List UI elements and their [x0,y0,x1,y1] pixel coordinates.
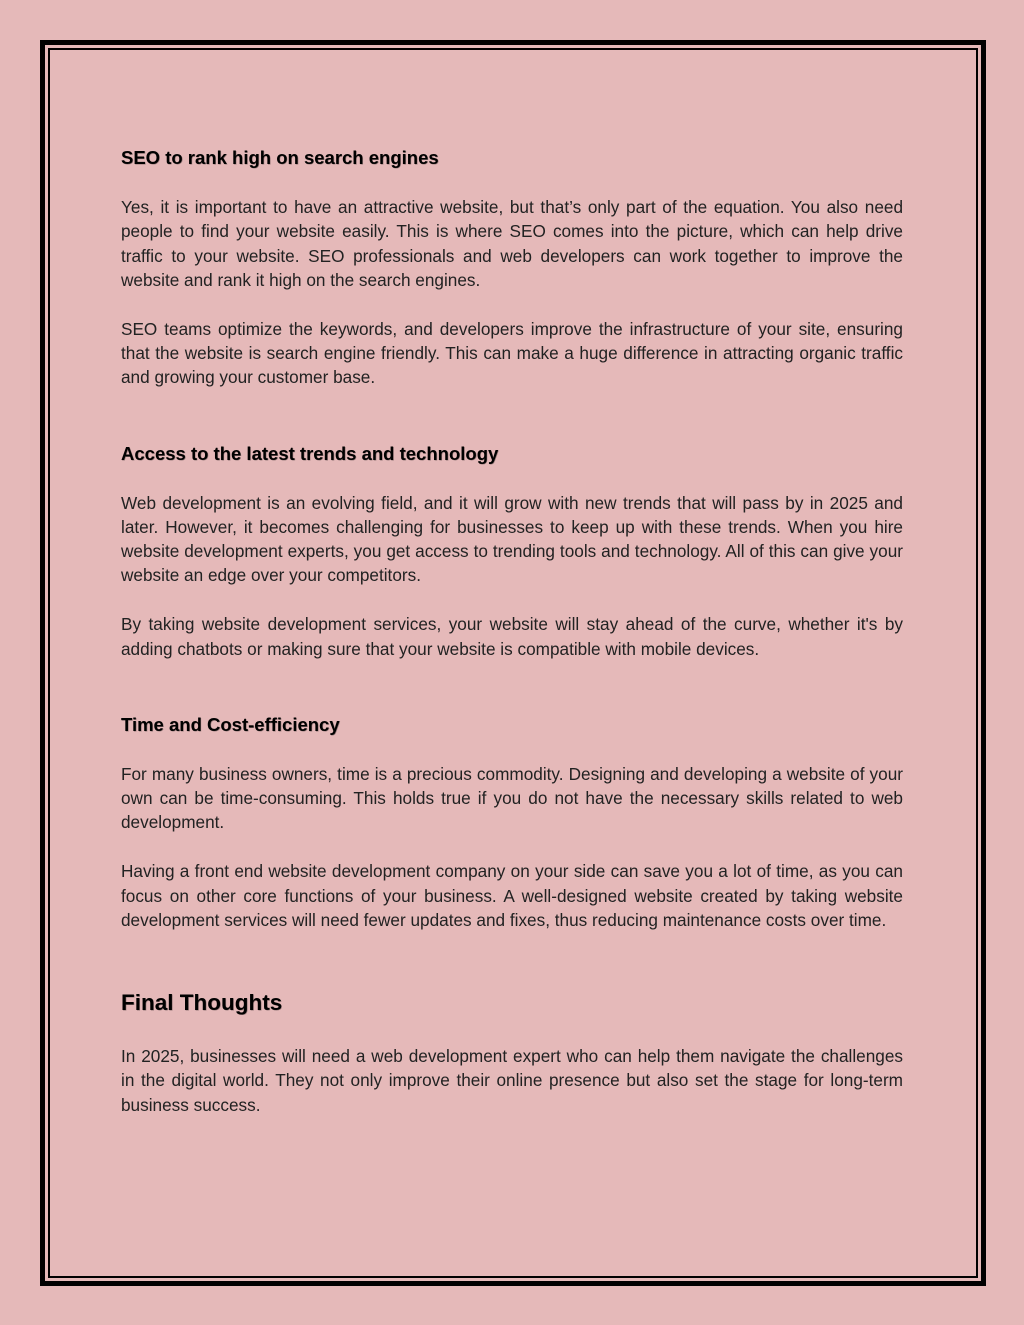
final-heading: Final Thoughts [121,990,283,1016]
paragraph: Having a front end website development company on your side can save you a lot of time, as you can focus on other core functions of your business. A well-designed website created by taking website development services will need fewer updates and fixes, thus reducing maintenance costs over time. [121,861,903,930]
section-trends [121,439,903,661]
paragraph: For many business owners, time is a precious commodity. Designing and developing a website of your own can be time-consuming. This holds true if you do not have the necessary skills related to web development. [121,763,903,833]
section-heading: Access to the latest trends and technology [121,442,499,464]
paragraph: In 2025, businesses will need a web development expert who can help them navigate the challenges in the digital world. They not only improve their online presence but also set the stage for long-term business success. [121,1046,903,1115]
paragraph: Web development is an evolving field, and it will grow with new trends that will pass by in 2025 and later. However, it becomes challenging for businesses to keep up with these trends. When you hire website development experts, you get access to trending tools and technology. All of this can give your website an edge over your competitors. [121,492,903,586]
paragraph: Yes, it is important to have an attractive website, but that’s only part of the equation. You also need people to find your website easily. This is where SEO comes into the picture, which can help drive traffic to your website. SEO professionals and web developers can work together to improve the website and rank it high on the search engines. [121,197,903,290]
document-body [121,143,903,1117]
paragraph: By taking website development services, your website will stay ahead of the curve, whether it's by adding chatbots or making sure that your website is compatible with mobile devices. [121,614,903,659]
section-final-thoughts [121,988,903,1117]
section-time-cost [121,710,903,932]
paragraph: SEO teams optimize the keywords, and developers improve the infrastructure of your site, ensuring that the website is search engine friendly. This can make a huge difference in attracting organic traffic and growing your customer base. [121,318,903,388]
section-seo [121,143,903,390]
section-heading: SEO to rank high on search engines [121,147,439,168]
section-heading: Time and Cost-efficiency [121,713,340,735]
